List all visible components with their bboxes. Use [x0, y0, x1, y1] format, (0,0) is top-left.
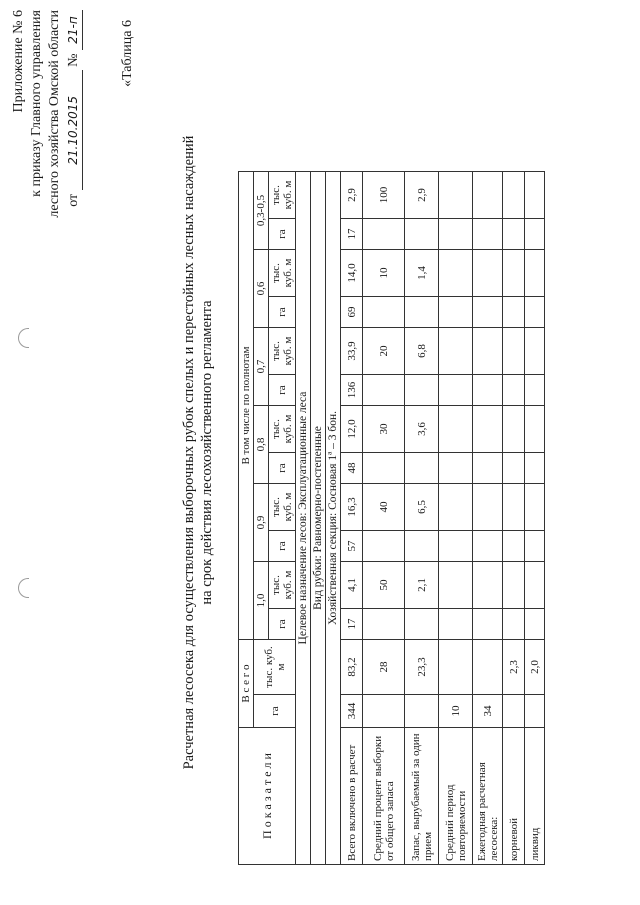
table-cell	[363, 453, 405, 484]
table-cell	[439, 172, 473, 219]
table-cell: 14,0	[341, 250, 363, 297]
table-cell: 6,5	[405, 484, 439, 531]
volume-subheader: тыс. куб. м	[269, 172, 296, 219]
table-cell	[503, 562, 525, 609]
total-header: В с е г о	[239, 640, 254, 728]
table-cell	[525, 453, 545, 484]
table-cell	[525, 484, 545, 531]
table-cell	[525, 297, 545, 328]
table-cell	[363, 531, 405, 562]
table-cell	[503, 695, 525, 728]
table-cell	[525, 375, 545, 406]
density-header: 1,0	[254, 562, 269, 640]
table-cell: 3,6	[405, 406, 439, 453]
volume-subheader: тыс. куб. м	[269, 250, 296, 297]
table-cell: 33,9	[341, 328, 363, 375]
order-date: 21.10.2015	[64, 70, 83, 190]
table-cell	[405, 453, 439, 484]
table-cell: 10	[439, 695, 473, 728]
density-header: 0,3-0,5	[254, 172, 269, 250]
table-cell	[503, 453, 525, 484]
table-cell	[405, 375, 439, 406]
table-cell: 28	[363, 640, 405, 695]
table-cell: 30	[363, 406, 405, 453]
table-cell: 12,0	[341, 406, 363, 453]
table-label: «Таблица 6	[120, 20, 135, 87]
table-cell	[525, 562, 545, 609]
table-row	[525, 172, 545, 865]
table-cell	[439, 297, 473, 328]
table-cell: 2,1	[405, 562, 439, 609]
table-cell: 100	[363, 172, 405, 219]
appendix-authority-line: лесного хозяйства Омской области	[47, 10, 62, 218]
table-cell	[363, 695, 405, 728]
table-cell: 50	[363, 562, 405, 609]
table-cell: 20	[363, 328, 405, 375]
table-cell: 17	[341, 609, 363, 640]
table-cell	[503, 375, 525, 406]
table-cell	[439, 250, 473, 297]
table-row	[439, 172, 473, 865]
table-cell: 16,3	[341, 484, 363, 531]
table-cell	[405, 695, 439, 728]
table-cell	[473, 484, 503, 531]
table-cell	[439, 640, 473, 695]
table-cell: 48	[341, 453, 363, 484]
table-cell	[473, 453, 503, 484]
table-cell	[525, 406, 545, 453]
title-line-1: Расчетная лесосека для осуществления выборочных рубок спелых и перестойных лесных насаждений	[181, 135, 197, 770]
table-cell	[405, 297, 439, 328]
density-header: 0,8	[254, 406, 269, 484]
table-cell	[525, 531, 545, 562]
table-cell	[503, 531, 525, 562]
table-cell	[503, 484, 525, 531]
table-cell: 34	[473, 695, 503, 728]
table-cell	[405, 531, 439, 562]
table-cell	[503, 250, 525, 297]
table-cell: 2,9	[405, 172, 439, 219]
table-cell	[439, 609, 473, 640]
table-cell: 83,2	[341, 640, 363, 695]
indicators-header: П о к а з а т е л и	[239, 728, 296, 865]
table-cell: 136	[341, 375, 363, 406]
row-label: Средний период повторяемости	[439, 728, 473, 865]
table-cell	[525, 172, 545, 219]
table-cell	[503, 406, 525, 453]
table-cell	[363, 375, 405, 406]
ha-subheader: га	[269, 219, 296, 250]
table-row	[473, 172, 503, 865]
table-cell: 1,4	[405, 250, 439, 297]
table-cell: 6,8	[405, 328, 439, 375]
appendix-header	[10, 10, 83, 370]
row-label: Всего включено в расчет	[341, 728, 363, 865]
table-cell	[405, 609, 439, 640]
table-cell: 17	[341, 219, 363, 250]
volume-subheader: тыс. куб. м	[269, 328, 296, 375]
table-cell	[473, 640, 503, 695]
table-cell: 2,9	[341, 172, 363, 219]
order-number: 21-п	[64, 10, 83, 50]
appendix-order-line: к приказу Главного управления	[29, 10, 44, 197]
ha-subheader: га	[269, 609, 296, 640]
table-cell	[439, 484, 473, 531]
table-cell	[525, 609, 545, 640]
table-cell	[473, 250, 503, 297]
row-label: Средний процент выборки от общего запаса	[363, 728, 405, 865]
table-cell	[363, 609, 405, 640]
ha-subheader: га	[269, 297, 296, 328]
volume-subheader: тыс. куб. м	[269, 484, 296, 531]
table-cell	[473, 328, 503, 375]
table-cell: 69	[341, 297, 363, 328]
table-cell	[473, 219, 503, 250]
row-label: Ежегодная расчетная лесосека:	[473, 728, 503, 865]
row-label: корневой	[503, 728, 525, 865]
table-cell: 57	[341, 531, 363, 562]
volume-subheader: тыс. куб. м	[269, 406, 296, 453]
table-cell: 23,3	[405, 640, 439, 695]
table-cell	[503, 172, 525, 219]
cutting-type-row: Вид рубки: Равномерно-постепенные	[311, 172, 326, 865]
management-section-row: Хозяйственная секция: Сосновая 1ª – 3 бон.	[326, 172, 341, 865]
table-row	[503, 172, 525, 865]
table-cell	[405, 219, 439, 250]
table-cell	[473, 609, 503, 640]
table-cell	[473, 297, 503, 328]
table-cell	[503, 328, 525, 375]
density-header: 0,6	[254, 250, 269, 328]
table-cell	[473, 375, 503, 406]
table-cell	[525, 250, 545, 297]
table-cell	[473, 562, 503, 609]
ha-subheader: га	[269, 531, 296, 562]
table-cell	[473, 531, 503, 562]
table-body	[341, 172, 545, 865]
table-cell: 2,0	[525, 640, 545, 695]
table-row	[405, 172, 439, 865]
table-cell	[503, 297, 525, 328]
total-volume-header: тыс. куб. м	[254, 640, 296, 695]
table-cell	[439, 531, 473, 562]
total-ha-header: га	[254, 695, 296, 728]
table-cell	[363, 297, 405, 328]
ha-subheader: га	[269, 375, 296, 406]
table-row	[363, 172, 405, 865]
table-cell	[473, 172, 503, 219]
density-header: 0,9	[254, 484, 269, 562]
document-title	[180, 0, 216, 905]
appendix-title: Приложение № 6	[11, 10, 26, 113]
cutting-area-table	[238, 171, 545, 865]
density-header: 0,7	[254, 328, 269, 406]
table-cell	[525, 695, 545, 728]
forest-purpose-row: Целевое назначение лесов: Эксплуатационные леса	[296, 172, 311, 865]
table-cell	[439, 328, 473, 375]
by-density-header: В том числе по полнотам	[239, 172, 254, 640]
table-cell	[363, 219, 405, 250]
table-cell: 10	[363, 250, 405, 297]
table-cell: 344	[341, 695, 363, 728]
table-cell	[439, 453, 473, 484]
table-cell	[439, 219, 473, 250]
table-cell	[503, 609, 525, 640]
table-cell	[439, 562, 473, 609]
appendix-date-line: от 21.10.2015 № 21-п	[64, 10, 83, 370]
ha-subheader: га	[269, 453, 296, 484]
row-label: Запас, вырубаемый за один прием	[405, 728, 439, 865]
table-cell	[473, 406, 503, 453]
table-cell	[503, 219, 525, 250]
table-cell: 2,3	[503, 640, 525, 695]
table-cell: 40	[363, 484, 405, 531]
table-cell	[525, 219, 545, 250]
table-row	[341, 172, 363, 865]
table-cell: 4,1	[341, 562, 363, 609]
title-line-2: на срок действия лесохозяйственного регламента	[199, 300, 215, 605]
table-cell	[525, 328, 545, 375]
volume-subheader: тыс. куб. м	[269, 562, 296, 609]
table-cell	[439, 375, 473, 406]
row-label: ликвид	[525, 728, 545, 865]
table-cell	[439, 406, 473, 453]
